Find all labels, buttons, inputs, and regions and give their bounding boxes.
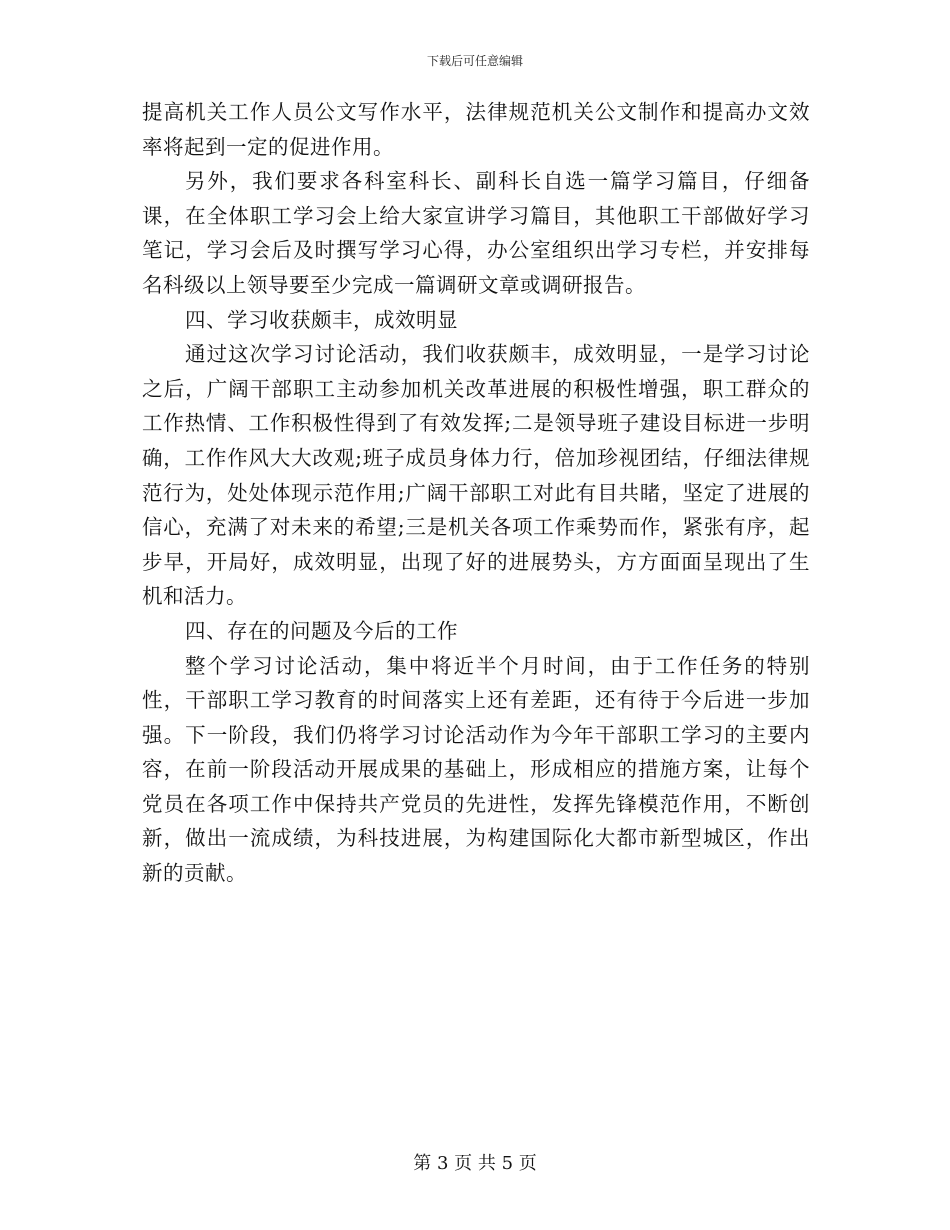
paragraph-results: 通过这次学习讨论活动，我们收获颇丰，成效明显，一是学习讨论之后，广阔干部职工主动参加机关改革进展的积极性增强，职工群众的工作热情、工作积极性得到了有效发挥;二是领导班子建设目标进一步明确，工作作风大大改观;班子成员身体力行，倍加珍视团结，仔细法律规范行为，处处体现示范作用;广阔干部职工对此有目共睹，坚定了进展的信心，充满了对未来的希望;三是机关各项工作乘势而作，紧张有序，起步早，开局好，成效明显，出现了好的进展势头，方方面面呈现出了生机和活力。 bbox=[142, 342, 810, 609]
paragraph-problems: 整个学习讨论活动，集中将近半个月时间，由于工作任务的特别性，干部职工学习教育的时间落实上还有差距，还有待于今后进一步加强。下一阶段，我们仍将学习讨论活动作为今年干部职工学习的主要内容，在前一阶段活动开展成果的基础上，形成相应的措施方案，让每个党员在各项工作中保持共产党员的先进性，发挥先锋模范作用，不断创新，做出一流成绩，为科技进展，为构建国际化大都市新型城区，作出新的贡献。 bbox=[142, 653, 810, 886]
page-header-note: 下载后可任意编辑 bbox=[426, 54, 523, 68]
document-body bbox=[142, 95, 810, 891]
page-number: 第 3 页 共 5 页 bbox=[413, 1153, 537, 1174]
section-heading-results: 四、学习收获颇丰，成效明显 bbox=[185, 307, 459, 332]
paragraph-continued: 提高机关工作人员公文写作水平，法律规范机关公文制作和提高办文效率将起到一定的促进作用。 bbox=[142, 100, 810, 159]
section-heading-problems: 四、存在的问题及今后的工作 bbox=[185, 618, 459, 643]
paragraph-study-arrangement: 另外，我们要求各科室科长、副科长自选一篇学习篇目，仔细备课，在全体职工学习会上给大家宣讲学习篇目，其他职工干部做好学习笔记，学习会后及时撰写学习心得，办公室组织出学习专栏，并安排每名科级以上领导要至少完成一篇调研文章或调研报告。 bbox=[142, 169, 810, 297]
